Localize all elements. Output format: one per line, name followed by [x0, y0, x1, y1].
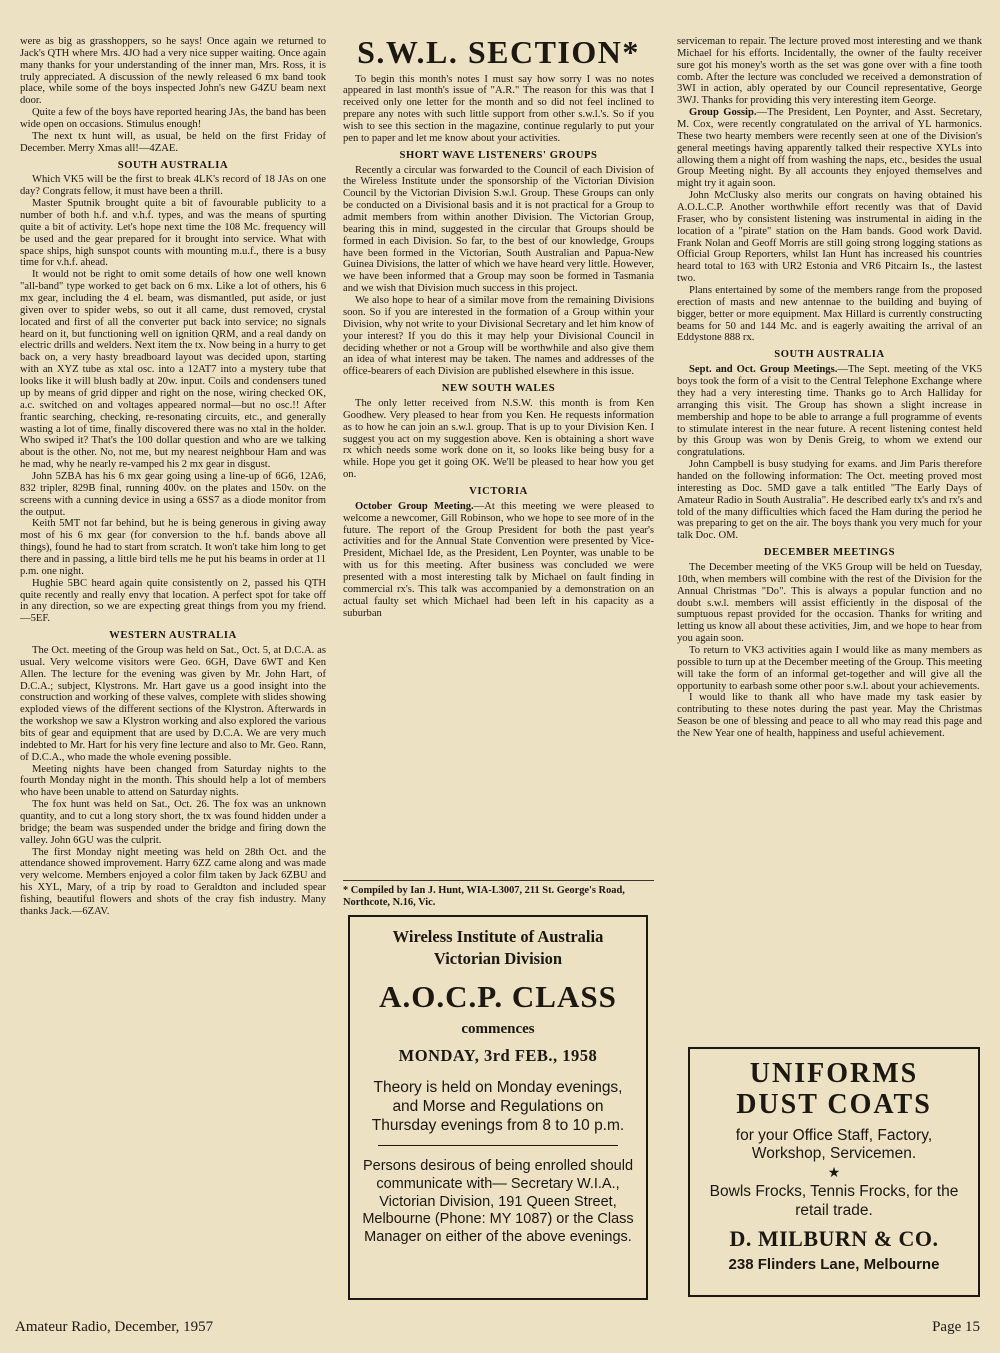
paragraph: Meeting nights have been changed from Saturday nights to the fourth Monday night in the month. This should help a lot of members who have been unable to attend on Saturday nights.	[20, 763, 326, 799]
run-in-heading: October Group Meeting.	[355, 500, 474, 512]
ad-divider	[378, 1145, 617, 1146]
run-in-heading: Sept. and Oct. Group Meetings.	[689, 364, 838, 376]
paragraph: The fox hunt was held on Sat., Oct. 26. The fox was an unknown quantity, and to cut a long story short, the tx was found hidden under a bridge; the beam was suspended under the bridge and firing down the valley. John 6GU was the culprit.	[20, 799, 326, 846]
footnote: * Compiled by Ian J. Hunt, WIA-L3007, 211 St. George's Road, Northcote, N.16, Vic.	[343, 880, 654, 909]
paragraph: It would not be right to omit some details of how one well known "all-band" type worked to get back on 6 mx. Like a lot of others, his 6 mx gear, including the 4 el. beam, was dismantled, put aside, or just given over to spider webs, so out it all came, dust removed, crystal located and first of all the converter put back into service; no signals heard on it, but functioning well on ignition QRM, and a real dandy on electric drills and welders. Next item the tx. Now being in a hurry to get back on, a very hasty breadboard layout was decided upon, starting with an XYZ tube as xtal osc. into a 12AT7 into a mystery tube that looks like it will blush badly at 20w. input. Coils and condensers tuned up by means of grid dipper and right on the nose, wiring checked OK, a.c. switched on and voltages appeared normal—but no osc.!! After frantic searching, checking, re-resonating circuits, etc., and generally wasting a lot of time, finally discovered there was no xtal in the holder. Who swiped it? That's the 100 dollar question and who are we talking about is the other. No, not me, but my nearest neighbour Ham and was he mad, why he nearly re-vamped his 2 mx gear in disgust.	[20, 269, 326, 471]
paragraph-text: —The Sept. meeting of the VK5 boys took the form of a visit to the Central Telephone Exchange where they had a very interesting time. Thanks go to Arch Halliday for arranging this visit. The Group has shown a slight increase in membership and hope to be able to arrange a full programme of events to stimulate interest in the near future. A recent listening contest held by this Group was won by Denis Greig, to whom we extend our congratulations.	[677, 364, 982, 459]
paragraph: The December meeting of the VK5 Group will be held on Tuesday, 10th, when members will combine with the rest of the Division for the Annual Christmas "Do". This is always a popular function and no doubt s.w.l. members will assist efficiently in the disposal of the sumptuous repast provided for the occasion. Thanks for writing and letting us know all about these activities, Jim, and we hope to hear from you again soon.	[677, 561, 982, 645]
paragraph	[677, 107, 982, 190]
ad-body: Persons desirous of being enrolled should communicate with— Secretary W.I.A., Victorian Division, 191 Queen Street, Melbourne (Phone: MY 1087) or the Class Manager on either of the above evenings.	[362, 1158, 634, 1245]
paragraph: serviceman to repair. The lecture proved most interesting and we thank Michael for his efforts. Incidentally, the owner of the faulty receiver sure got his money's worth as the set was gone over with a fine tooth comb. After the lecture was concluded we received a demonstration of 3WI in action, ably operated by our Council representative, George 3WJ. Thanks for providing this very interesting item George.	[677, 36, 982, 107]
paragraph: We also hope to hear of a similar move from the remaining Divisions soon. So if you are interested in the formation of a Group within your Division, why not write to your Divisional Secretary and let him know of your interest? If you do this it may help your Divisional Council in deciding whether or not a Group will be worthwhile and also give them an idea of what interest may be taken. The names and addresses of the office-bearers of each Division are published elsewhere in this issue.	[343, 295, 654, 378]
wia-class-advertisement	[348, 915, 648, 1300]
paragraph: Which VK5 will be the first to break 4LK's record of 18 JAs on one day? Congrats fellow, it must have been a thrill.	[20, 174, 326, 198]
ad-headline: A.O.C.P. CLASS	[379, 979, 617, 1014]
ad-date: MONDAY, 3rd FEB., 1958	[398, 1046, 598, 1065]
paragraph: The next tx hunt will, as usual, be held on the first Friday of December. Merry Xmas all!—4ZAE.	[20, 130, 326, 154]
ad-company-name: D. MILBURN & CO.	[729, 1226, 939, 1252]
ad-body: Bowls Frocks, Tennis Frocks, for the retail trade.	[709, 1183, 959, 1219]
milburn-advertisement	[688, 1047, 980, 1297]
footer-publication: Amateur Radio, December, 1957	[15, 1319, 214, 1335]
ad-body: Theory is held on Monday evenings, and Morse and Regulations on Thursday evenings from 8 to 10 p.m.	[371, 1079, 625, 1135]
run-in-heading: Group Gossip.	[689, 107, 757, 119]
paragraph: Plans entertained by some of the members range from the proposed erection of masts and new antennae to the building and buying of bigger, better or more equipment. Max Hillard is currently constructing beams for 50 and 144 Mc. and is eagerly awaiting the arrival of an Eddystone 888 rx.	[677, 285, 982, 344]
paragraph: Hughie 5BC heard again quite consistently on 2, passed his QTH quite recently and really envy that location. A perfect spot for take off in any direction, so we are expecting great things from you my friend.—5EF.	[20, 577, 326, 625]
paragraph	[343, 501, 654, 620]
paragraph: Recently a circular was forwarded to the Council of each Division of the Wireless Institute under the sponsorship of the Victorian Division Council by the Victorian Division S.w.l. Group. These Groups can only be conducted on a Divisional basis and it is not practical for a Group to admit members from within another Division. The Victorian Group, bearing this in mind, suggested in the circular that Groups should be formed in each Division. So far, to the best of our knowledge, Groups have been formed in the Victorian, South Australian and Papua-New Guinea Divisions, the latter of which we have heard very little. However, we have been informed that a Group may soon be formed in Tasmania and we wish that Division much success in this project.	[343, 164, 654, 295]
ad-address: 238 Flinders Lane, Melbourne	[728, 1256, 940, 1274]
paragraph: Quite a few of the boys have reported hearing JAs, the band has been wide open on occasions. Stimulus enough!	[20, 107, 326, 131]
paragraph: were as big as grasshoppers, so he says! Once again we returned to Jack's QTH where Mrs. 4JO had a very nice supper waiting. Once again many thanks for your understanding of the inner man, Mrs. Ross, it is truly appreciated. A discussion of the newly released 6 mx band took place, while some of the boys inspected John's new G4ZU beam next door.	[20, 36, 326, 107]
star-icon: ★	[827, 1165, 841, 1181]
paragraph: Keith 5MT not far behind, but he is being generous in giving away most of his 6 mx gear (for conversion to the h.f. bands above all things), found he had to start from scratch. It won't take him long to get there and in passing, a little bird tells me he put his beams in order at 11 p.m. one night.	[20, 518, 326, 577]
paragraph: To return to VK3 activities again I would like as many members as possible to turn up at the December meeting of the Group. This meeting will take the form of an informal get-together and will give all the opportunity to earbash some other poor s.w.l. about your achievements.	[677, 644, 982, 692]
heading-south-australia: SOUTH AUSTRALIA	[117, 159, 229, 171]
paragraph: To begin this month's notes I must say how sorry I was no notes appeared in last month's issue of "A.R." The reason for this was that I received only one letter for the month and so did not feel inclined to prepare any notes with such little support from other s.w.l.'s. So if you wish to see this section in the magazine, continue regularly to put your pen to paper and let me know about your activities.	[343, 73, 654, 144]
column-left	[20, 36, 326, 1298]
ad-line: Victorian Division	[433, 949, 563, 968]
ad-line: Wireless Institute of Australia	[392, 927, 604, 946]
paragraph: The only letter received from N.S.W. this month is from Ken Goodhew. Very pleased to hear from you Ken. He requests information as to how he can join an s.w.l. group. That is up to your Division Ken. I suggest you act on my suggestion above. Ken is obtaining a short wave rx which needs some work done on it, so looks like being busy for a while. Hope you get it going OK. We'll be pleased to hear how you get on.	[343, 397, 654, 481]
paragraph: Master Sputnik brought quite a bit of favourable publicity to a number of both h.f. and v.h.f. types, and was the means of spurting quite a bit of activity. Let's hope next time the 108 Mc. frequency will be used and the gear prepared for it brought into service. What with space ships, high sunspot counts with mounting m.u.f., there is a busy time for v.h.f. ahead.	[20, 198, 326, 269]
paragraph-text: —At this meeting we were pleased to welcome a newcomer, Gill Robinson, who we hope to see more of in the future. The report of the Group President for both the past year's activities and for the Annual State Convention were presented by Vice-President, Michael Ide, as the President, Len Poynter, was unable to be with us for this meeting. After business was concluded we were presented with a most interesting talk by Michael on fault finding in commercial rx's. This talk was accompanied by a demonstration on an actual faulty set which Michael had been left in his capacity as a suburban	[343, 500, 654, 619]
heading-new-south-wales: NEW SOUTH WALES	[441, 383, 556, 395]
paragraph-text: —The President, Len Poynter, and Asst. Secretary, M. Cox, were recently congratulated on the arrival of YL harmonics. These two hearty members were recently seen at one of the Division's general meetings having apparently talked their respective XYLs into allowing them a night off from washing the naps, etc., besides the usual Group Meeting night. By all accounts they enjoyed themselves and might try it again soon.	[677, 107, 982, 190]
ad-headline: DUST COATS	[736, 1088, 932, 1120]
column-middle	[343, 36, 654, 886]
ad-headline: UNIFORMS	[749, 1058, 919, 1089]
paragraph: I would like to thank all who have made my task easier by contributing to these notes during the past year. May the Christmas Season be one of blessing and peace to all who may read this page and the New Year one of health, happiness and useful achievement.	[677, 692, 982, 739]
paragraph: The Oct. meeting of the Group was held on Sat., Oct. 5, at D.C.A. as usual. Very welcome visitors were Geo. 6GH, Dave 6WT and Ken Allen. The lecture for the evening was given by Mr. John Hart, of D.C.A.; subject, Klystrons. Mr. Hart gave us a good insight into the construction and working of these valves, complete with slides showing exploded views of the different sections of the Klystron. Afterwards in the workshop we saw a Klystron working and also explored the various bits of gear and equipment that are used by D.C.A. We are very much indebted to Mr. Hart for his very fine lecture and also to Mr. Geo. Rann, of D.C.A., who made the whole evening possible.	[20, 644, 326, 763]
paragraph: John 5ZBA has his 6 mx gear going using a line-up of 6G6, 12A6, 832 tripler, 829B final, running 400v. on the plates and 150v. on the screens with a cunning device in using a 6SS7 as a diode monitor from the output.	[20, 470, 326, 518]
heading-south-australia: SOUTH AUSTRALIA	[774, 349, 885, 361]
paragraph	[677, 364, 982, 459]
paragraph: The first Monday night meeting was held on 28th Oct. and the attendance showed improvement. Harry 6ZZ came along and was made very welcome. Members enjoyed a color film taken by Jack 6ZBU and his XYL, Mary, of a trip by road to Geraldton and included spear fishing, beautiful flowers and shots of the cray fish industry. Many thanks Jack.—6ZAV.	[20, 846, 326, 917]
ad-body: for your Office Staff, Factory, Workshop, Servicemen.	[735, 1126, 933, 1163]
footer-page-number: Page 15	[932, 1319, 980, 1335]
heading-victoria: VICTORIA	[469, 485, 528, 497]
paragraph: John Campbell is busy studying for exams. and Jim Paris therefore handed on the following information: The Oct. meeting proved most interesting as Doc. 5MD gave a talk entitled "The Early Days of Amateur Radio in South Australia". He described early tx's and rx's and told of the many difficulties which faced the Ham during the period he was preparing to get on the air. The boys thank you very much for your talk Doc. OM.	[677, 459, 982, 542]
heading-december-meetings: DECEMBER MEETINGS	[763, 547, 896, 559]
heading-western-australia: WESTERN AUSTRALIA	[109, 630, 237, 642]
heading-swl-groups: SHORT WAVE LISTENERS' GROUPS	[399, 149, 598, 161]
section-title: S.W.L. SECTION*	[357, 36, 640, 70]
ad-line: commences	[461, 1021, 535, 1037]
paragraph: John McClusky also merits our congrats on having obtained his A.O.L.C.P. Another worthwhile effort recently was that of David Fraser, who by consistent listening was instrumental in aiding in the location of a "pirate" station on the Ham bands. Good work David. Frank Nolan and Geoff Morris are still going strong logging stations as Official Group Reporters, whilst Ian Hunt has increased his countries heard total to 163 with UR2 Estonia and VR6 Pitcairn Is., the lastest two.	[677, 190, 982, 285]
